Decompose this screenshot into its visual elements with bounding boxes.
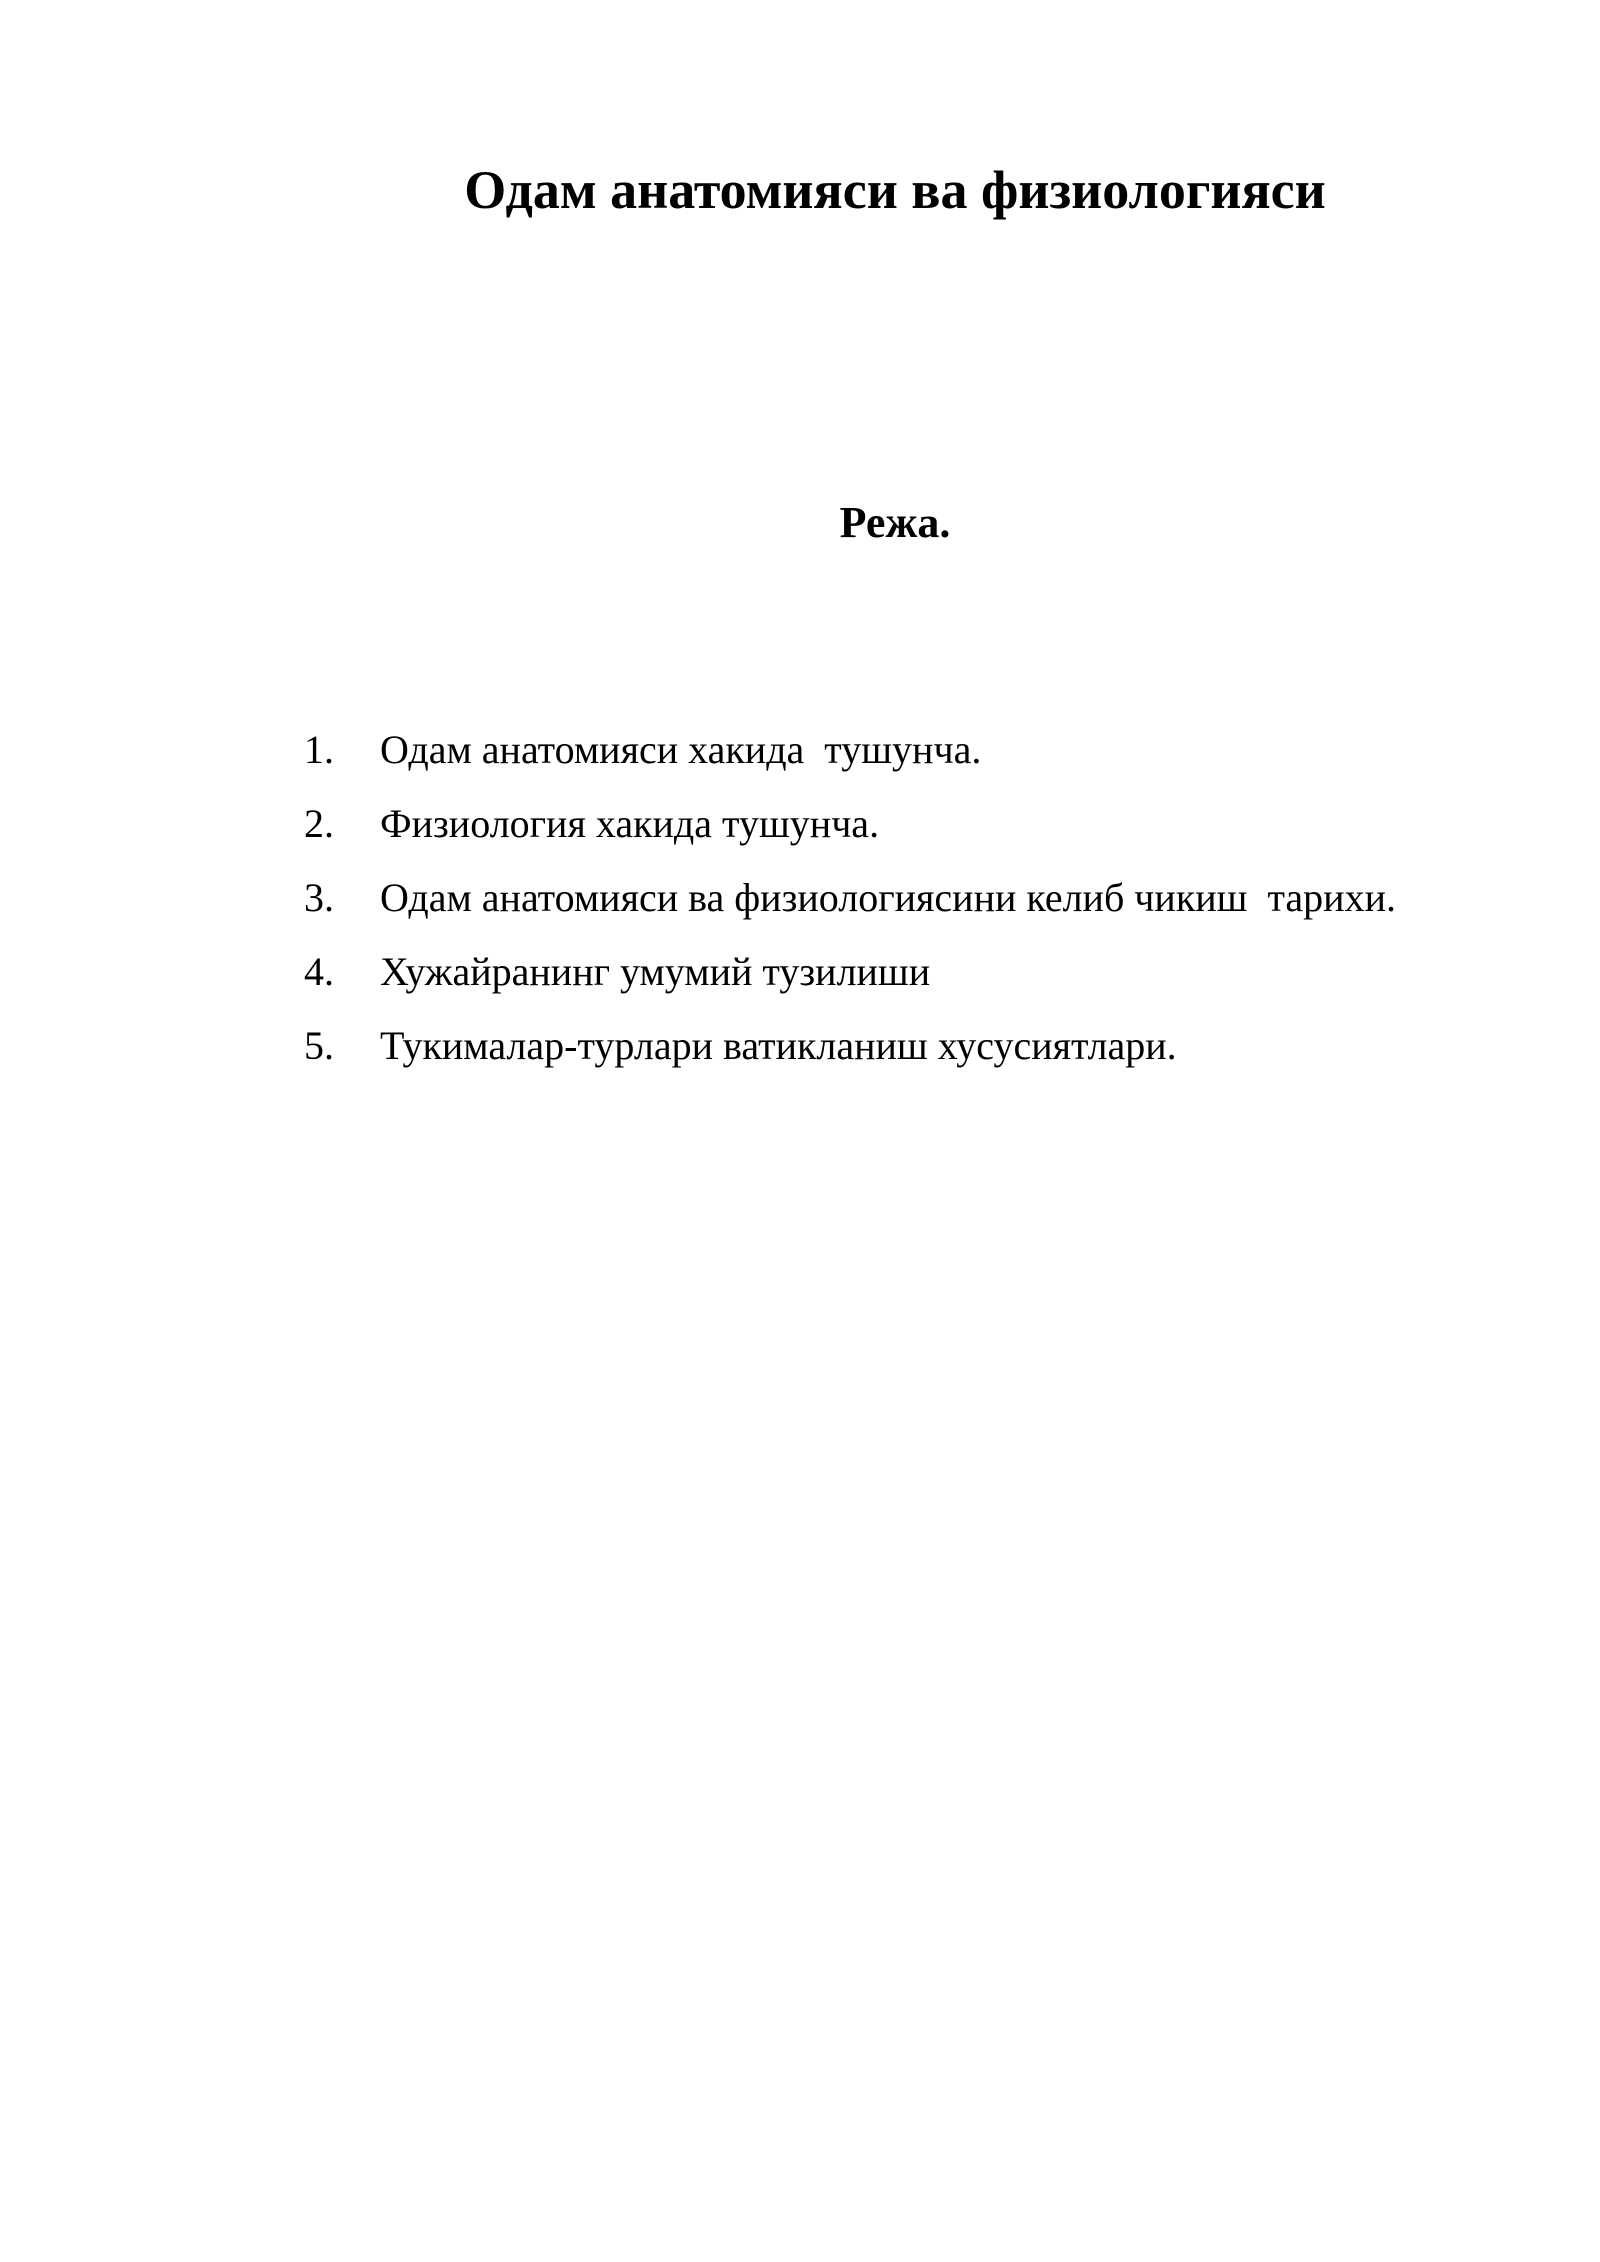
plan-heading: Режа. xyxy=(839,498,951,547)
plan-item-1 xyxy=(0,713,1600,787)
plan-item-text: Хужайранинг умумий тузилиши xyxy=(380,949,931,994)
plan-item-text: Одам анатомияси хакида тушунча. xyxy=(380,727,982,772)
plan-item-number: 3. xyxy=(304,875,334,920)
plan-item-text: Одам анатомияси ва физиологиясини келиб чикиш тарихи. xyxy=(380,875,1396,920)
plan-item-text: Физиология хакида тушунча. xyxy=(380,801,880,846)
plan-item-number: 4. xyxy=(304,949,334,994)
plan-list xyxy=(0,713,1600,1083)
plan-item-text: Тукималар-турлари ватикланиш хусусиятлари. xyxy=(380,1023,1177,1068)
plan-item-5 xyxy=(0,1009,1600,1083)
plan-item-number: 2. xyxy=(304,801,334,846)
document-title: Одам анатомияси ва физиологияси xyxy=(464,160,1326,220)
plan-item-2 xyxy=(0,787,1600,861)
plan-item-3 xyxy=(0,861,1600,935)
plan-item-number: 1. xyxy=(304,727,334,772)
plan-item-4 xyxy=(0,935,1600,1009)
plan-item-number: 5. xyxy=(304,1023,334,1068)
